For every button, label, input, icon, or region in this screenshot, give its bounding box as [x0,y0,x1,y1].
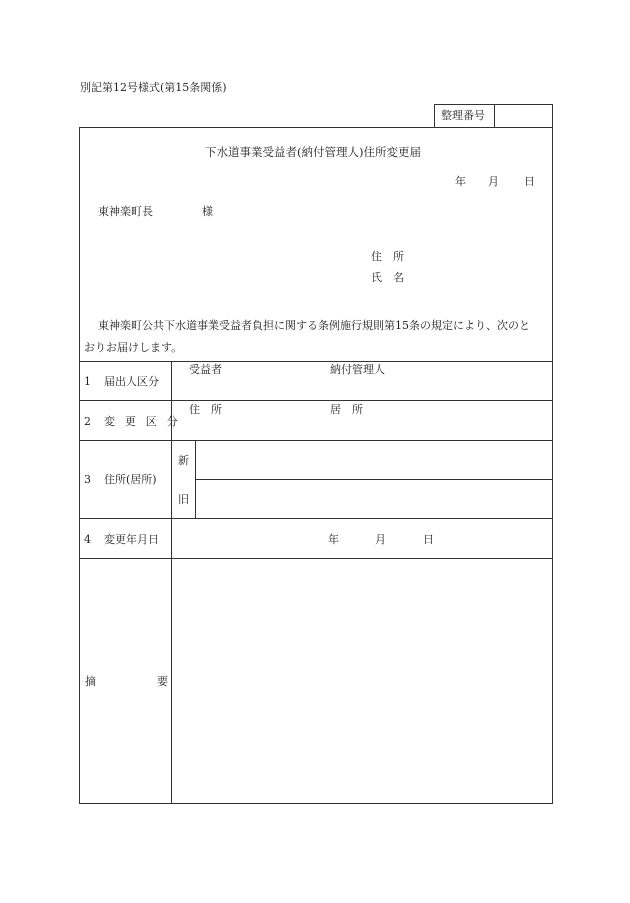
row5-label-part-1: 摘 [85,675,96,688]
applicant-name-label: 氏 名 [371,271,404,284]
row-divider-4 [79,558,553,559]
row3-old-label: 旧 [178,493,189,506]
seiri-number-field[interactable] [497,106,551,126]
seiri-divider [494,104,495,128]
row3-new-label: 新 [178,454,189,467]
row3-old-address-field[interactable] [198,483,550,515]
row3-inner-divider [195,479,553,480]
row3-new-address-field[interactable] [198,444,550,476]
row1-label: 届出人区分 [104,375,159,388]
row3-label: 住所(居所) [104,473,157,486]
table-top-line [79,361,553,362]
form-reference: 別記第12号様式(第15条関係) [80,81,227,94]
row2-option-residence[interactable]: 居 所 [330,403,363,416]
row-divider-3 [79,518,553,519]
row3-small-column-divider [195,440,196,518]
row4-day: 日 [423,533,434,546]
applicant-address-label: 住 所 [371,250,404,263]
row-divider-2 [79,440,553,441]
row1-option-payment-manager[interactable]: 納付管理人 [330,363,385,376]
row4-number: 4 [84,533,91,546]
date-month: 月 [488,175,499,188]
row4-label: 変更年月日 [104,533,159,546]
row5-label-part-2: 要 [157,675,168,688]
seiri-number-label: 整理番号 [441,109,485,122]
row2-label: 変更区分 [104,415,188,428]
body-text-line-2: おりお届けします。 [84,341,183,354]
row4-month: 月 [375,533,386,546]
date-year: 年 [455,175,466,188]
addressee-name: 東神楽町長 [98,205,153,218]
date-day: 日 [524,175,535,188]
row2-option-address[interactable]: 住 所 [189,403,222,416]
row1-number: 1 [84,375,91,388]
row1-option-beneficiary[interactable]: 受益者 [189,363,222,376]
row-divider-1 [79,400,553,401]
row2-number: 2 [84,415,91,428]
addressee-honorific: 様 [202,205,213,218]
summary-field[interactable] [175,562,549,800]
body-text-line-1: 東神楽町公共下水道事業受益者負担に関する条例施行規則第15条の規定により、次のと [98,319,530,332]
row3-number: 3 [84,473,91,486]
form-title: 下水道事業受益者(納付管理人)住所変更届 [205,145,421,159]
row4-year: 年 [328,533,339,546]
